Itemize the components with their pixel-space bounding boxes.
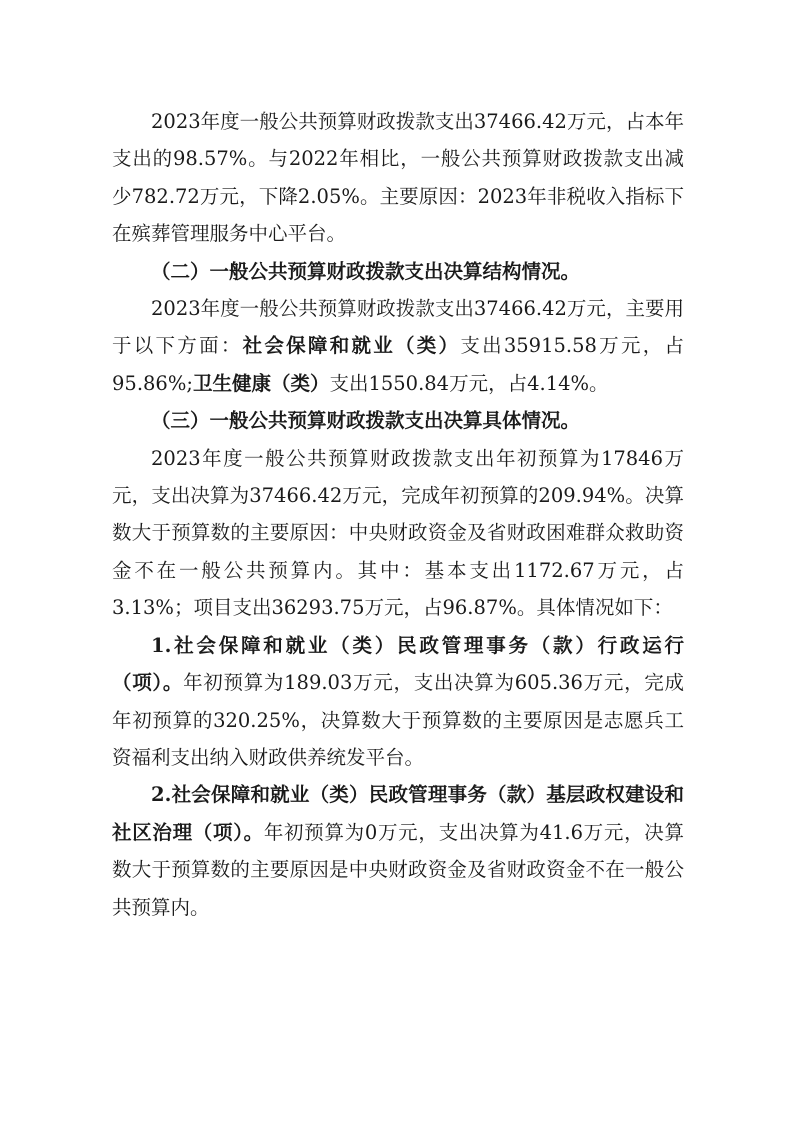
item-1-body: 年初预算为189.03万元，支出决算为605.36万元，完成年初预算的320.25%，决算数大于预算数的主要原因是志愿兵工资福利支出纳入财政供养统发平台。: [112, 671, 684, 769]
paragraph-details: 2023年度一般公共预算财政拨款支出年初预算为17846万元，支出决算为37466.42万元，完成年初预算的209.94%。决算数大于预算数的主要原因：中央财政资金及省财政困难群众救助资金不在一般公共预算内。其中：基本支出1172.67万元，占3.13%；项目支出36293.75万元，占96.87%。具体情况如下：: [112, 446, 684, 620]
item-1: [112, 627, 684, 777]
structure-text-social-amount: 支出35915.58万元，占95.86%;: [112, 334, 684, 395]
item-1-title: 1.社会保障和就业（类）民政管理事务（款）行政运行（项）。: [112, 633, 684, 695]
paragraph-expenditure-total: 2023年度一般公共预算财政拨款支出37466.42万元，占本年支出的98.57%。与2022年相比，一般公共预算财政拨款支出减少782.72万元，下降2.05%。主要原因：2023年非税收入指标下在殡葬管理服务中心平台。: [112, 110, 684, 246]
item-2-body: 年初预算为0万元，支出决算为41.6万元，决算数大于预算数的主要原因是中央财政资金及省财政资金不在一般公共预算内。: [112, 820, 684, 919]
category-health: 卫生健康（类）: [192, 371, 330, 395]
section-heading-details: （三）一般公共预算财政拨款支出决算具体情况。: [151, 409, 581, 433]
item-2: [112, 776, 684, 926]
structure-text-intro: 2023年度一般公共预算财政拨款支出37466.42万元，主要用于以下方面：: [112, 297, 684, 358]
category-social-security: 社会保障和就业（类）: [242, 334, 461, 358]
item-2-title: 2.社会保障和就业（类）民政管理事务（款）基层政权建设和社区治理（项）。: [112, 783, 684, 844]
structure-text-health-amount: 支出1550.84万元，占4.14%。: [329, 371, 609, 395]
section-heading-structure: （二）一般公共预算财政拨款支出决算结构情况。: [151, 259, 581, 283]
document-body: [112, 103, 684, 926]
paragraph-structure: [112, 290, 684, 402]
